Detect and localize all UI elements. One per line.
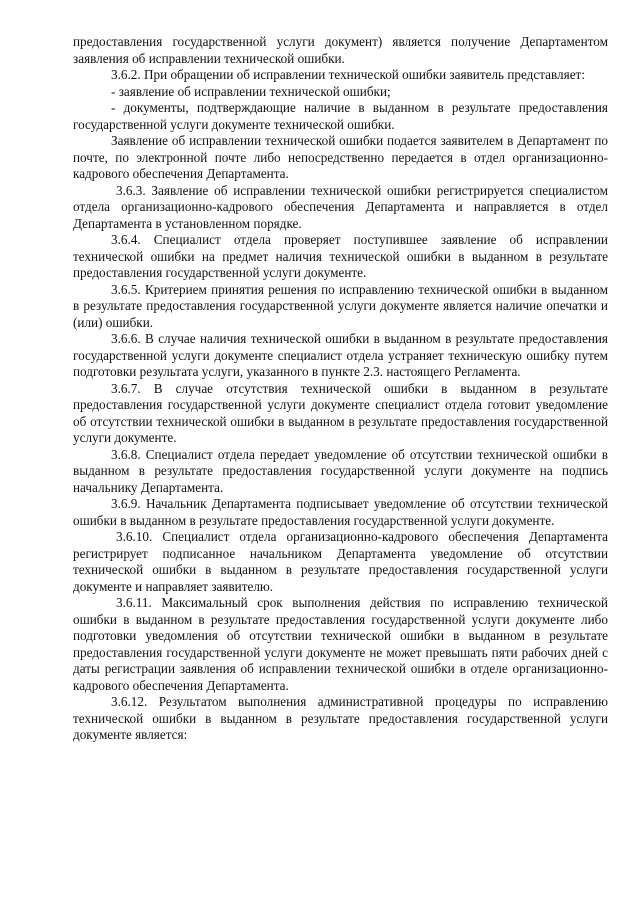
paragraph-continuation: предоставления государственной услуги документ) является получение Департаментом заявления об исправлении технической ошибки. xyxy=(73,34,608,66)
paragraph-3-6-9: 3.6.9. Начальник Департамента подписывает уведомление об отсутствии технической ошибки в выданном в результате предоставления государственной услуги документе. xyxy=(73,496,608,528)
paragraph-3-6-4: 3.6.4. Специалист отдела проверяет поступившее заявление об исправлении технической ошибки на предмет наличия технической ошибки в выданном в результате предоставления государственной услуги документе. xyxy=(73,232,608,280)
paragraph-3-6-12: 3.6.12. Результатом выполнения административной процедуры по исправлению технической ошибки в выданном в результате предоставления государственной услуги документе является: xyxy=(73,694,608,742)
paragraph-3-6-2: 3.6.2. При обращении об исправлении технической ошибки заявитель представляет: xyxy=(111,67,585,82)
paragraph-3-6-6: 3.6.6. В случае наличия технической ошибки в выданном в результате предоставления государственной услуги документе специалист отдела устраняет техническую ошибку путем подготовки результата услуги, указанного в пункте 2.3. настоящего Регламента. xyxy=(73,331,608,379)
list-item-application: - заявление об исправлении технической ошибки; xyxy=(111,83,391,99)
paragraph-3-6-10: 3.6.10. Специалист отдела организационно-кадрового обеспечения Департамента регистрирует подписанное начальником Департамента уведомление об отсутствии технической ошибки в выданном в результате предоставления государственной услуги документе и направляет заявителю. xyxy=(73,529,608,594)
paragraph-submission: Заявление об исправлении технической ошибки подается заявителем в Департамент по почте, по электронной почте либо непосредственно передается в отдел организационно-кадрового обеспечения Департамента. xyxy=(73,133,608,181)
list-item-documents: - документы, подтверждающие наличие в выданном в результате предоставления государственной услуги документе технической ошибки. xyxy=(73,100,608,132)
paragraph-3-6-7: 3.6.7. В случае отсутствия технической ошибки в выданном в результате предоставления государственной услуги документе специалист отдела готовит уведомление об отсутствии технической ошибки в выданном в результате предоставления государственной услуги документе. xyxy=(73,380,608,445)
paragraph-3-6-5: 3.6.5. Критерием принятия решения по исправлению технической ошибки в выданном в результате предоставления государственной услуги документе является наличие опечатки и (или) ошибки. xyxy=(73,281,608,330)
paragraph-3-6-3: 3.6.3. Заявление об исправлении технической ошибки регистрируется специалистом отдела организационно-кадрового обеспечения Департамента и направляется в отдел Департамента в установленном порядке. xyxy=(73,182,608,231)
paragraph-3-6-8: 3.6.8. Специалист отдела передает уведомление об отсутствии технической ошибки в выданном в результате предоставления государственной услуги документе на подпись начальнику Департамента. xyxy=(73,446,608,495)
paragraph-3-6-11: 3.6.11. Максимальный срок выполнения действия по исправлению технической ошибки в выданном в результате предоставления государственной услуги документе либо подготовки уведомления об отсутствии технической ошибки в выданном в результате предоставления государственной услуги документе не может превышать пяти рабочих дней с даты регистрации заявления об исправлении технической ошибки в отделе организационно-кадрового обеспечения Департамента. xyxy=(73,595,608,693)
